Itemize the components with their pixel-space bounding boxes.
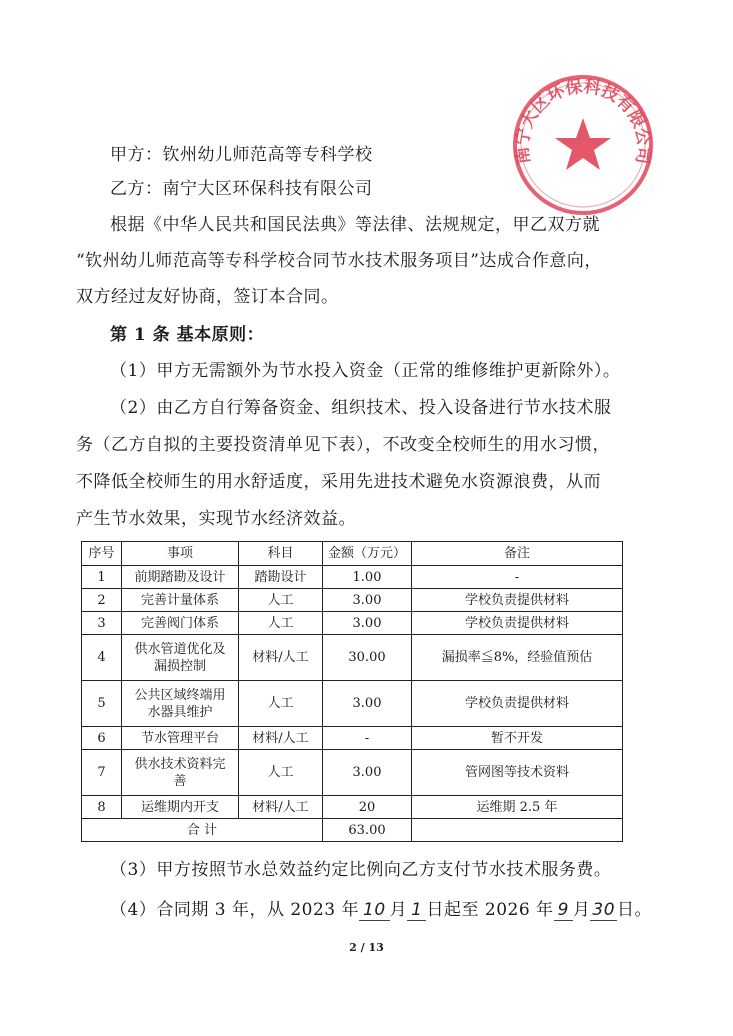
cell-note: - (412, 566, 623, 589)
intro-line-2: “钦州幼儿师范高等专科学校合同节水技术服务项目”达成合作意向， (76, 251, 602, 271)
cell-item-line-1: 供水管道优化及 (134, 641, 226, 657)
table-row (82, 566, 623, 589)
cell-note: 暂不开发 (412, 727, 623, 750)
clause-4 (110, 898, 652, 922)
party-b: 乙方：南宁大区环保科技有限公司 (110, 179, 373, 199)
cell-subject: 人工 (239, 612, 323, 635)
cell-no: 2 (82, 589, 122, 612)
clause-4-suffix: 日。 (617, 900, 653, 920)
cell-item-line-2: 善 (173, 773, 187, 789)
cell-amount: 3.00 (323, 589, 412, 612)
clause-2-line-3: 不降低全校师生的用水舒适度，采用先进技术避免水资源浪费，从而 (76, 472, 601, 492)
cell-item: 完善计量体系 (122, 589, 239, 612)
clause-4-month-label: 月 (389, 900, 408, 920)
cell-subject: 材料/人工 (239, 635, 323, 681)
cell-subject: 人工 (239, 681, 323, 727)
cell-amount: - (323, 727, 412, 750)
header-no: 序号 (82, 542, 122, 566)
intro-line-3: 双方经过友好协商，签订本合同。 (76, 287, 339, 307)
clause-2-line-4: 产生节水效果，实现节水经济效益。 (76, 509, 356, 529)
clause-3: （3）甲方按照节水总效益约定比例向乙方支付节水技术服务费。 (110, 860, 612, 880)
cell-no: 8 (82, 796, 122, 819)
cell-item (122, 750, 239, 796)
company-seal (508, 70, 658, 220)
cell-note: 漏损率≦8%，经验值预估 (412, 635, 623, 681)
seal-text: 南宁大区环保科技有限公司 (512, 76, 654, 166)
header-note: 备注 (412, 542, 623, 566)
table-row (82, 589, 623, 612)
cell-amount: 3.00 (323, 750, 412, 796)
cell-note: 学校负责提供材料 (412, 589, 623, 612)
cell-no: 3 (82, 612, 122, 635)
cell-item-line-1: 供水技术资料完 (134, 756, 226, 772)
cell-item-line-2: 漏损控制 (153, 658, 206, 674)
cell-subject: 人工 (239, 589, 323, 612)
cell-subject: 材料/人工 (239, 727, 323, 750)
cell-no: 5 (82, 681, 122, 727)
cell-note: 学校负责提供材料 (412, 681, 623, 727)
cell-amount: 3.00 (323, 612, 412, 635)
cell-item: 完善阀门体系 (122, 612, 239, 635)
cell-amount: 20 (323, 796, 412, 819)
header-item: 事项 (122, 542, 239, 566)
header-amount: 金额（万元） (323, 542, 412, 566)
cell-no: 4 (82, 635, 122, 681)
clause-4-prefix: （4）合同期 3 年，从 2023 年 (110, 900, 360, 920)
clause-4-month-label-2: 月 (572, 900, 591, 920)
cell-amount: 1.00 (323, 566, 412, 589)
table-row (82, 796, 623, 819)
table-header-row (82, 542, 623, 566)
total-label: 合 计 (82, 819, 323, 842)
cell-subject: 踏勘设计 (239, 566, 323, 589)
party-a: 甲方：钦州幼儿师范高等专科学校 (110, 145, 373, 165)
cell-item (122, 681, 239, 727)
clause-2-line-2: 务（乙方自拟的主要投资清单见下表），不改变全校师生的用水习惯， (76, 435, 610, 455)
cell-item (122, 635, 239, 681)
cell-note: 管网图等技术资料 (412, 750, 623, 796)
end-month-handwritten: 9 (554, 900, 573, 921)
cell-item-line-2: 水器具维护 (147, 704, 213, 720)
start-day-handwritten: 1 (407, 900, 426, 921)
cell-item: 节水管理平台 (122, 727, 239, 750)
clause-4-mid: 日起至 2026 年 (426, 900, 554, 920)
clause-1: （1）甲方无需额外为节水投入资金（正常的维修维护更新除外）。 (110, 361, 621, 381)
total-amount: 63.00 (323, 819, 412, 842)
star-icon (555, 118, 611, 170)
cell-note: 学校负责提供材料 (412, 612, 623, 635)
cell-note: 运维期 2.5 年 (412, 796, 623, 819)
cell-no: 6 (82, 727, 122, 750)
end-day-handwritten: 30 (592, 900, 616, 920)
header-subject: 科目 (239, 542, 323, 566)
table-row (82, 750, 623, 796)
table-total-row (82, 819, 623, 842)
page-number: 2 / 13 (349, 941, 384, 954)
cell-subject: 材料/人工 (239, 796, 323, 819)
intro-line-1: 根据《中华人民共和国民法典》等法律、法规规定，甲乙双方就 (110, 215, 600, 235)
table-row (82, 635, 623, 681)
cell-item: 前期踏勘及设计 (122, 566, 239, 589)
cell-amount: 30.00 (323, 635, 412, 681)
cell-subject: 人工 (239, 750, 323, 796)
table-row (82, 612, 623, 635)
cell-no: 1 (82, 566, 122, 589)
cell-amount: 3.00 (323, 681, 412, 727)
cell-no: 7 (82, 750, 122, 796)
cell-item-line-1: 公共区域终端用 (134, 687, 226, 703)
investment-table (81, 541, 623, 842)
table-row (82, 681, 623, 727)
article-1-title: 第 1 条 基本原则： (110, 325, 265, 345)
cell-item: 运维期内开支 (122, 796, 239, 819)
clause-2-line-1: （2）由乙方自行筹备资金、组织技术、投入设备进行节水技术服 (110, 398, 612, 418)
total-note (412, 819, 623, 842)
start-month-handwritten: 10 (359, 900, 390, 921)
table-row (82, 727, 623, 750)
